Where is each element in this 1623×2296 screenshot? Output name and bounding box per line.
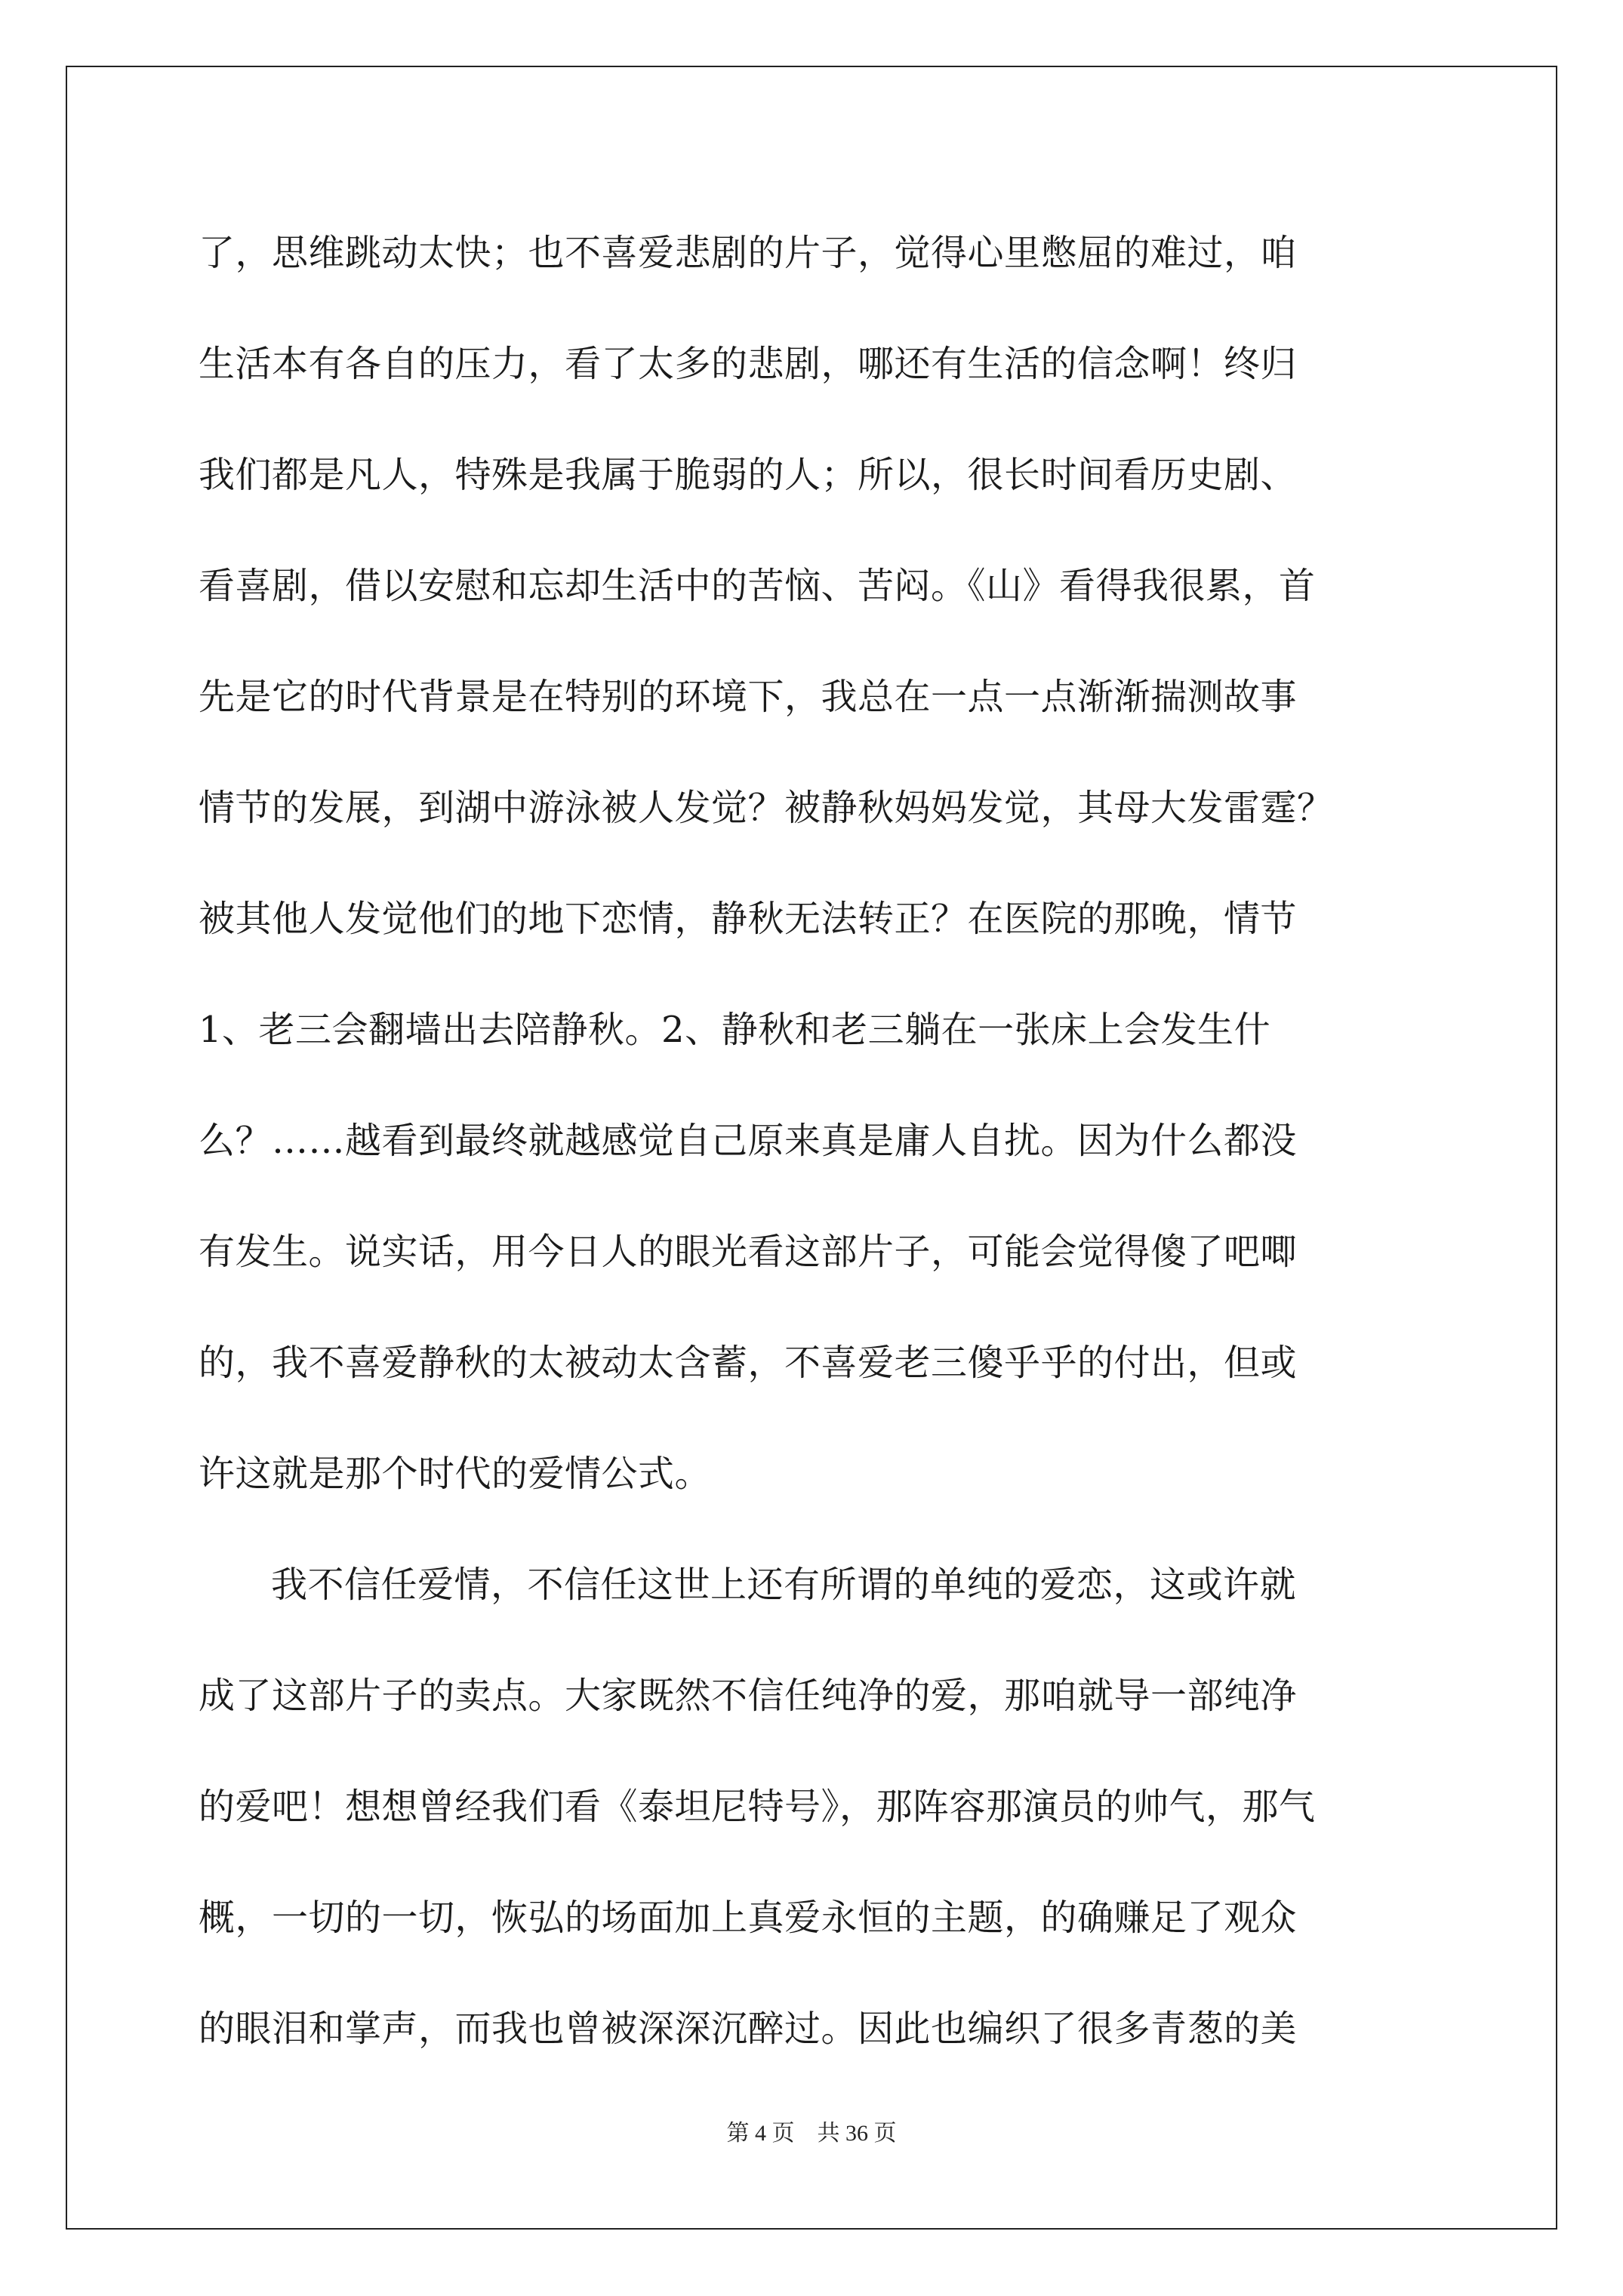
text-line: 我们都是凡人，特殊是我属于脆弱的人；所以，很长时间看历史剧、 — [199, 454, 1298, 496]
text-line: 有发生。说实话，用今日人的眼光看这部片子，可能会觉得傻了吧唧 — [199, 1231, 1298, 1273]
text-line: 许这就是那个时代的爱情公式。 — [199, 1453, 712, 1495]
text-line: 的，我不喜爱静秋的太被动太含蓄，不喜爱老三傻乎乎的付出，但或 — [199, 1342, 1298, 1384]
text-line: 看喜剧，借以安慰和忘却生活中的苦恼、苦闷。《山》看得我很累，首 — [199, 565, 1316, 607]
text-line: 么？……越看到最终就越感觉自己原来真是庸人自扰。因为什么都没 — [199, 1120, 1298, 1162]
text-line: 1、老三会翻墙出去陪静秋。2、静秋和老三躺在一张床上会发生什 — [199, 1009, 1271, 1051]
text-line: 的爱吧！想想曾经我们看《泰坦尼特号》，那阵容那演员的帅气，那气 — [199, 1786, 1316, 1828]
paragraph-first-line: 我不信任爱情，不信任这世上还有所谓的单纯的爱恋，这或许就 — [271, 1564, 1297, 1606]
text-line: 情节的发展，到湖中游泳被人发觉？被静秋妈妈发觉，其母大发雷霆？ — [199, 787, 1334, 829]
text-line: 先是它的时代背景是在特别的环境下，我总在一点一点渐渐揣测故事 — [199, 676, 1298, 718]
text-line: 成了这部片子的卖点。大家既然不信任纯净的爱，那咱就导一部纯净 — [199, 1675, 1298, 1717]
text-line: 生活本有各自的压力，看了太多的悲剧，哪还有生活的信念啊！终归 — [199, 343, 1298, 385]
text-line: 概，一切的一切，恢弘的场面加上真爱永恒的主题，的确赚足了观众 — [199, 1897, 1298, 1939]
page-number: 第 4 页 共 36 页 — [726, 2121, 897, 2146]
text-line: 的眼泪和掌声，而我也曾被深深沉醉过。因此也编织了很多青葱的美 — [199, 2008, 1298, 2050]
text-line: 被其他人发觉他们的地下恋情，静秋无法转正？在医院的那晚，情节 — [199, 898, 1298, 940]
text-line: 了，思维跳动太快；也不喜爱悲剧的片子，觉得心里憋屈的难过，咱 — [199, 232, 1298, 274]
